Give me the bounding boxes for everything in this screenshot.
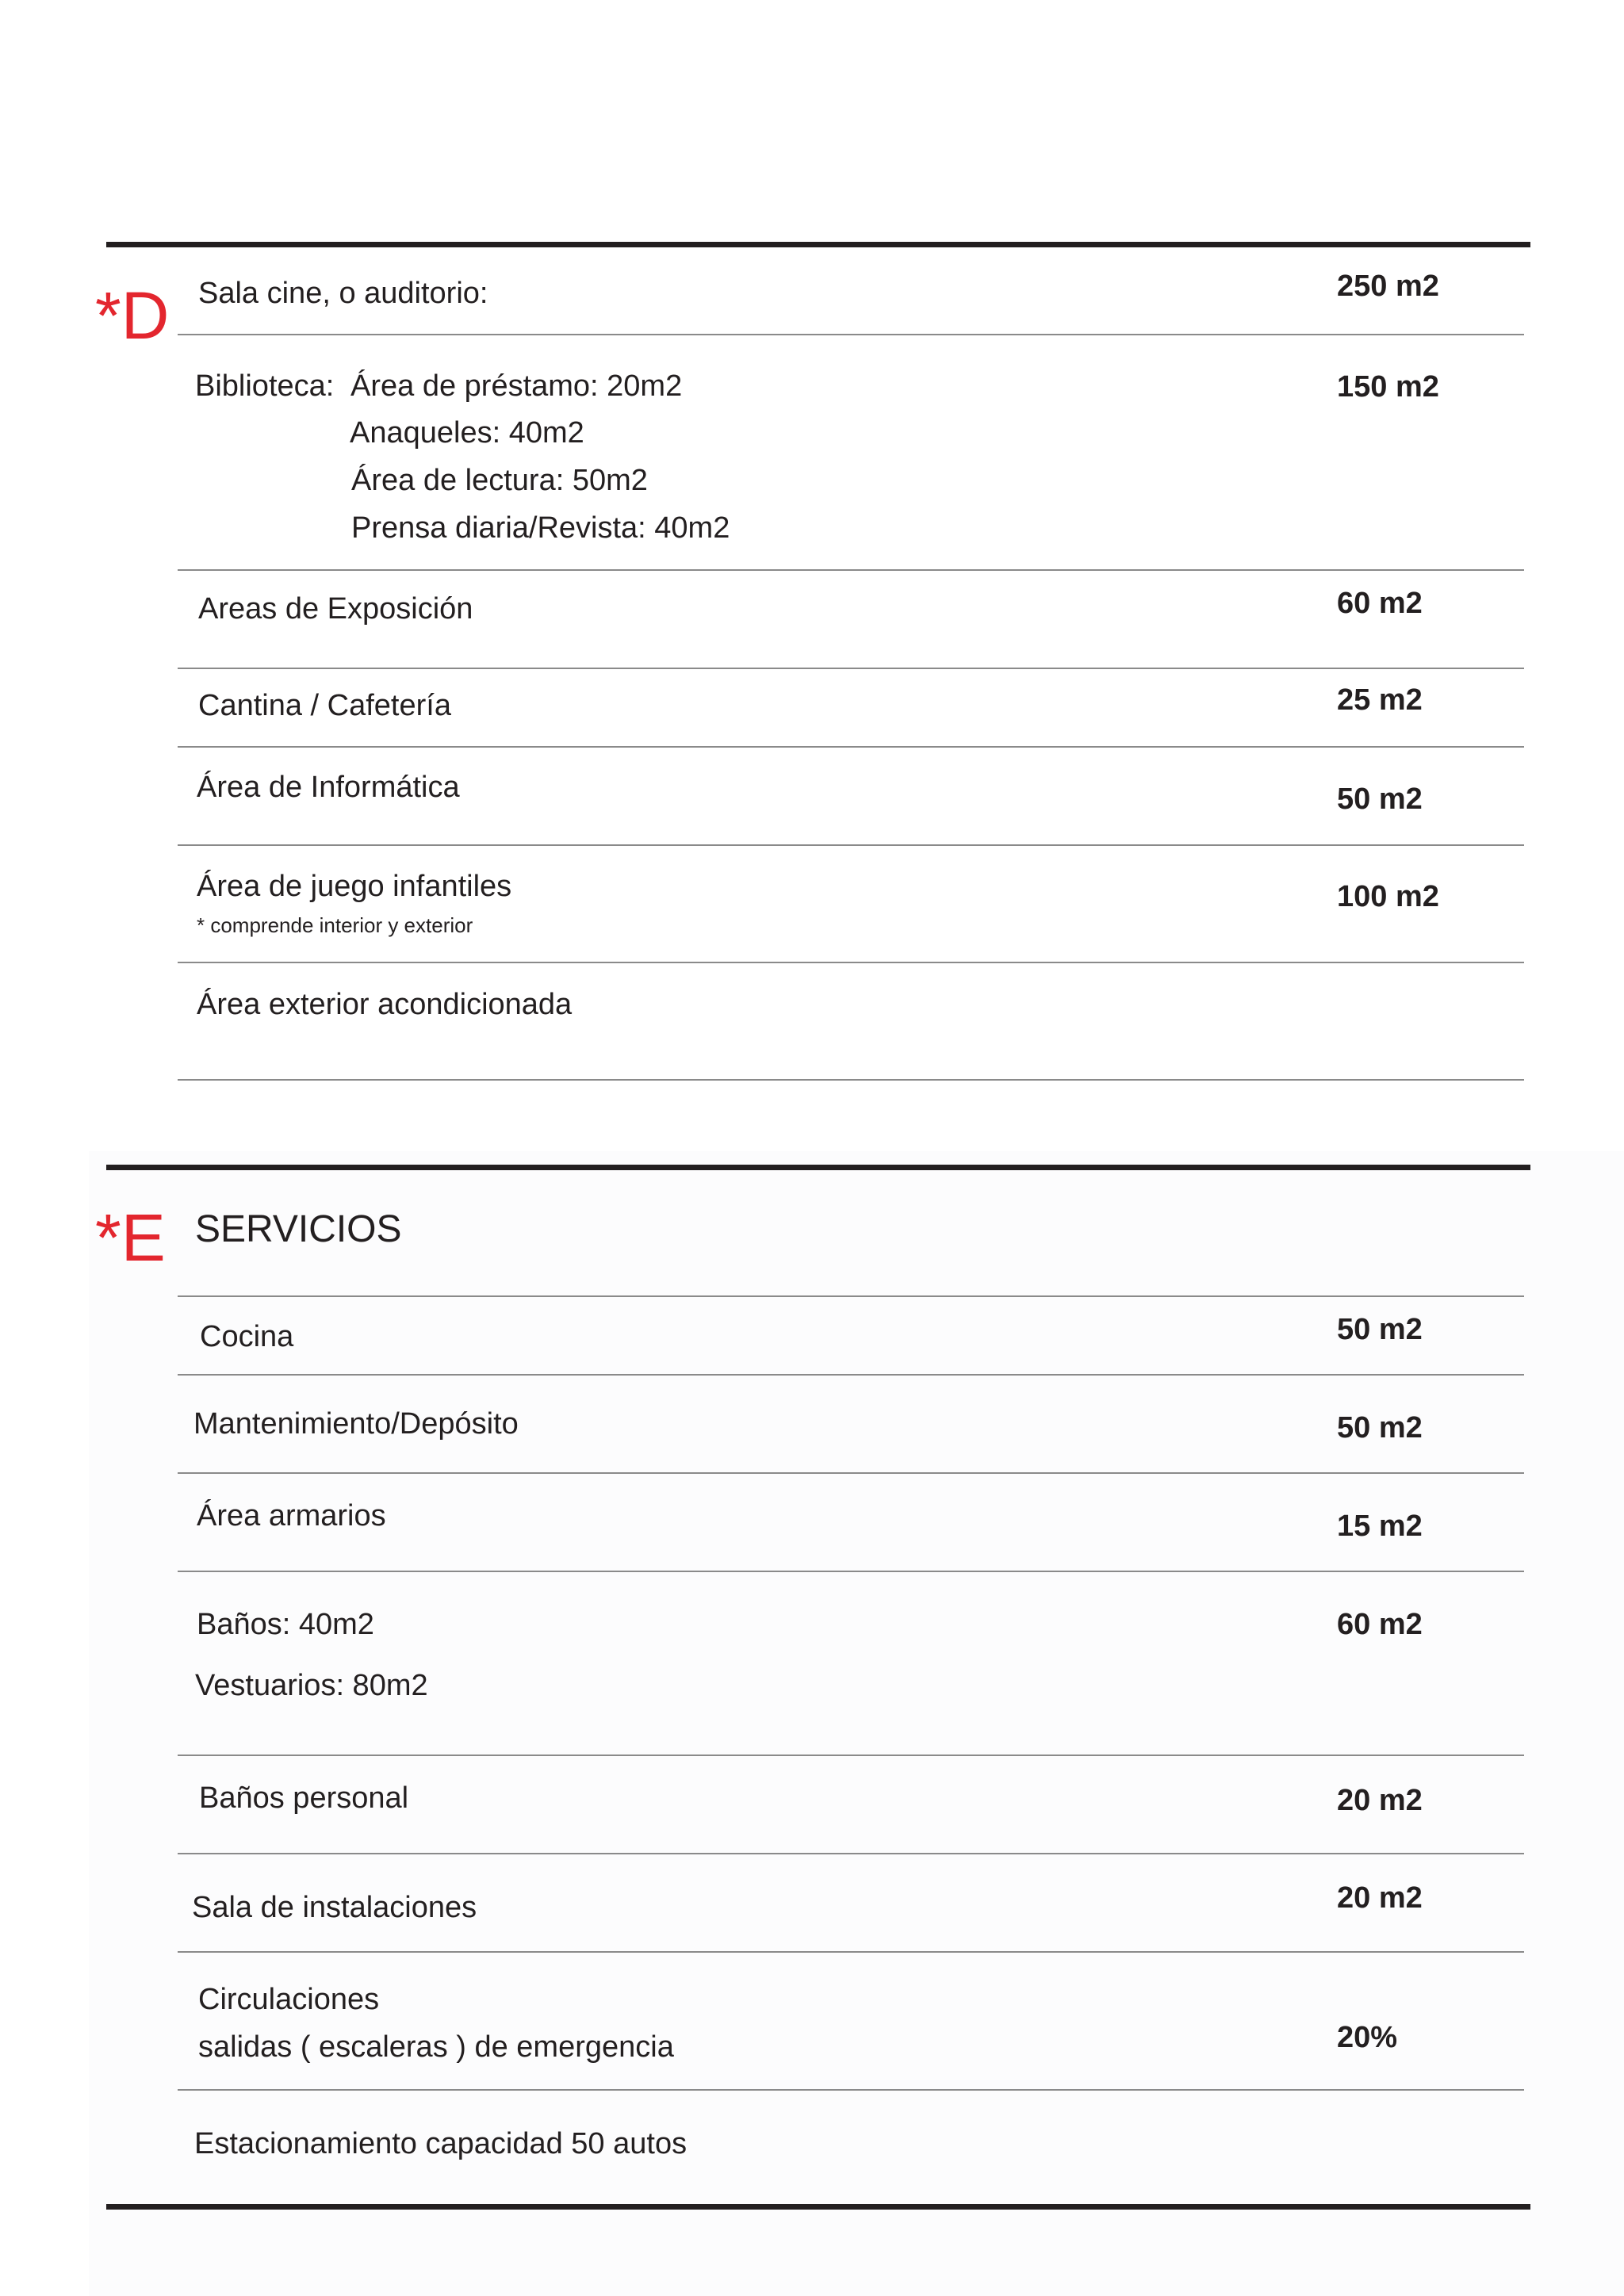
row-label: Área de Informática (197, 771, 460, 804)
row-divider (178, 962, 1524, 963)
row-area-value: 15 m2 (1337, 1510, 1423, 1543)
section-e-bottom-rule (106, 2204, 1530, 2210)
row-divider (178, 1571, 1524, 1572)
row-area-value: 20 m2 (1337, 1881, 1423, 1915)
row-divider (178, 334, 1524, 335)
section-e-marker: *E (95, 1200, 166, 1275)
row-divider (178, 844, 1524, 846)
row-label: Mantenimiento/Depósito (193, 1407, 519, 1441)
row-label: Baños personal (199, 1781, 409, 1815)
row-label: Sala de instalaciones (192, 1891, 477, 1924)
row-area-value: 60 m2 (1337, 1608, 1423, 1641)
row-divider (178, 1755, 1524, 1756)
row-label: Cocina (200, 1320, 294, 1353)
section-e-top-rule (106, 1165, 1530, 1170)
sub-item: Área de lectura: 50m2 (351, 464, 648, 497)
section-d-top-rule (106, 242, 1530, 247)
row-label: Biblioteca: (195, 369, 335, 403)
row-label: Sala cine, o auditorio: (198, 277, 488, 310)
row-label: Circulaciones (198, 1983, 380, 2016)
row-divider (178, 2089, 1524, 2091)
row-area-value: 25 m2 (1337, 683, 1423, 717)
row-divider (178, 746, 1524, 748)
row-label: Estacionamiento capacidad 50 autos (194, 2127, 688, 2160)
row-label-line2: Vestuarios: 80m2 (195, 1669, 428, 1702)
section-d-marker: *D (95, 278, 170, 353)
row-label: Baños: 40m2 (197, 1608, 374, 1641)
row-area-value: 50 m2 (1337, 783, 1423, 816)
sub-item: Anaqueles: 40m2 (350, 416, 584, 450)
sub-item: Área de préstamo: 20m2 (350, 369, 683, 403)
row-area-value: 60 m2 (1337, 587, 1423, 620)
row-area-value: 150 m2 (1337, 370, 1439, 404)
row-divider (178, 569, 1524, 571)
row-divider (178, 1374, 1524, 1376)
row-label-line2: salidas ( escaleras ) de emergencia (198, 2030, 674, 2064)
sub-item: Prensa diaria/Revista: 40m2 (351, 511, 730, 545)
row-note: * comprende interior y exterior (197, 913, 473, 937)
row-divider (178, 1951, 1524, 1953)
row-label: Cantina / Cafetería (198, 689, 451, 722)
row-area-value: 20 m2 (1337, 1784, 1423, 1817)
row-area-value: 250 m2 (1337, 270, 1439, 303)
row-divider (178, 1853, 1524, 1854)
row-label: Área armarios (197, 1499, 386, 1533)
row-area-value: 50 m2 (1337, 1313, 1423, 1346)
row-area-value: 20% (1337, 2021, 1398, 2054)
row-area-value: 50 m2 (1337, 1411, 1423, 1445)
row-label: Área exterior acondicionada (197, 988, 573, 1021)
row-divider (178, 1079, 1524, 1081)
row-divider (178, 668, 1524, 669)
row-divider (178, 1472, 1524, 1474)
row-area-value: 100 m2 (1337, 880, 1439, 913)
row-divider (178, 1295, 1524, 1297)
section-title: SERVICIOS (195, 1208, 402, 1250)
row-label: Área de juego infantiles (197, 870, 512, 903)
row-label: Areas de Exposición (198, 592, 473, 626)
